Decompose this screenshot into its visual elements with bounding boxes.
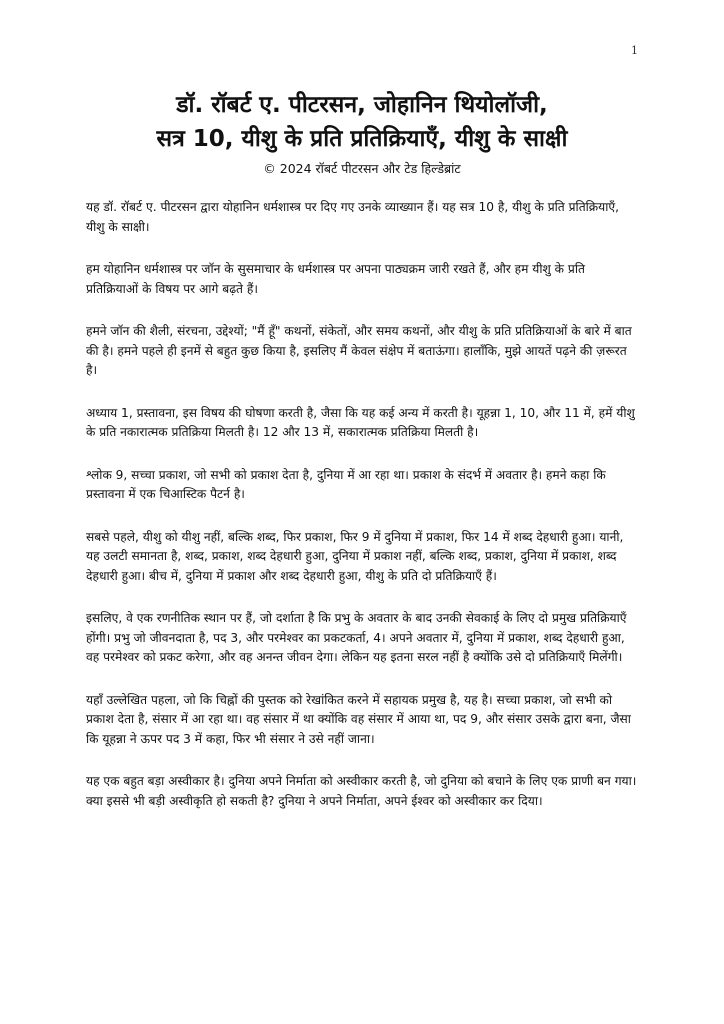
document-body — [86, 198, 640, 834]
paragraph: यह एक बहुत बड़ा अस्वीकार है। दुनिया अपने निर्माता को अस्वीकार करती है, जो दुनिया को बचाने के लिए एक प्राणी बन गया। क्या इससे भी बड़ी अस्वीकृति हो सकती है? दुनिया ने अपने निर्माता, अपने ईश्वर को अस्वीकार कर दिया। — [86, 774, 637, 808]
paragraph: सबसे पहले, यीशु को यीशु नहीं, बल्कि शब्द, फिर प्रकाश, फिर 9 में दुनिया में प्रकाश, फिर 14 में शब्द देहधारी हुआ। यानी, यह उलटी समानता है, शब्द, प्रकाश, शब्द देहधारी हुआ, दुनिया में प्रकाश नहीं, बल्कि शब्द, प्रकाश, दुनिया में प्रकाश, शब्द देहधारी हुआ। बीच में, दुनिया में प्रकाश और शब्द देहधारी हुआ, यीशु के प्रति दो प्रतिक्रियाएँ हैं। — [86, 529, 624, 583]
paragraph: यह डॉ. रॉबर्ट ए. पीटरसन द्वारा योहानिन धर्मशास्त्र पर दिए गए उनके व्याख्यान हैं। यह सत्र 10 है, यीशु के प्रति प्रतिक्रियाएँ, यीशु के साक्षी। — [86, 200, 619, 234]
paragraph: इसलिए, वे एक रणनीतिक स्थान पर हैं, जो दर्शाता है कि प्रभु के अवतार के बाद उनकी सेवकाई के लिए दो प्रमुख प्रतिक्रियाएँ होंगी। प्रभु जो जीवनदाता है, पद 3, और परमेश्वर का प्रकटकर्ता, 4। अपने अवतार में, दुनिया में प्रकाश, शब्द देहधारी हुआ, वह परमेश्वर को प्रकट करेगा, और वह अनन्त जीवन देगा। लेकिन यह इतना सरल नहीं है क्योंकि उसे दो प्रतिक्रियाएँ मिलेंगी। — [86, 611, 627, 664]
title-line-1: डॉ. रॉबर्ट ए. पीटरसन, जोहानिन थियोलॉजी, — [176, 92, 548, 118]
paragraph: हम योहानिन धर्मशास्त्र पर जॉन के सुसमाचार के धर्मशास्त्र पर अपना पाठ्यक्रम जारी रखते हैं, और हम यीशु के प्रति प्रतिक्रियाओं के विषय पर आगे बढ़ते हैं। — [86, 262, 585, 296]
title-line-2: सत्र 10, यीशु के प्रति प्रतिक्रियाएँ, यीशु के साक्षी — [156, 126, 568, 152]
paragraph: अध्याय 1, प्रस्तावना, इस विषय की घोषणा करती है, जैसा कि यह कई अन्य में करती है। यूहन्ना 1, 10, और 11 में, हमें यीशु के प्रति नकारात्मक प्रतिक्रिया मिलती है। 12 और 13 में, सकारात्मक प्रतिक्रिया मिलती है। — [86, 405, 635, 439]
paragraph: यहाँ उल्लेखित पहला, जो कि चिह्नों की पुस्तक को रेखांकित करने में सहायक प्रमुख है, यह है। सच्चा प्रकाश, जो सभी को प्रकाश देता है, संसार में आ रहा था। वह संसार में था क्योंकि वह संसार में आया था, पद 9, और संसार उसके द्वारा बना, जैसा कि यूहन्ना ने ऊपर पद 3 में कहा, फिर भी संसार ने उसे नहीं जाना। — [86, 692, 631, 746]
copyright-notice: © 2024 रॉबर्ट पीटरसन और टेड हिल्डेब्रांट — [263, 161, 461, 176]
page-number: 1 — [631, 44, 638, 57]
document-title — [60, 88, 664, 156]
paragraph: हमने जॉन की शैली, संरचना, उद्देश्यों; "मैं हूँ" कथनों, संकेतों, और समय कथनों, और यीशु के प्रति प्रतिक्रियाओं के बारे में बात की है। हमने पहले ही इनमें से बहुत कुछ किया है, इसलिए मैं केवल संक्षेप में बताऊंगा। हालाँकि, मुझे आयतें पढ़ने की ज़रूरत है। — [86, 324, 632, 377]
paragraph: श्लोक 9, सच्चा प्रकाश, जो सभी को प्रकाश देता है, दुनिया में आ रहा था। प्रकाश के संदर्भ में अवतार है। हमने कहा कि प्रस्तावना में एक चिआस्टिक पैटर्न है। — [86, 467, 606, 501]
